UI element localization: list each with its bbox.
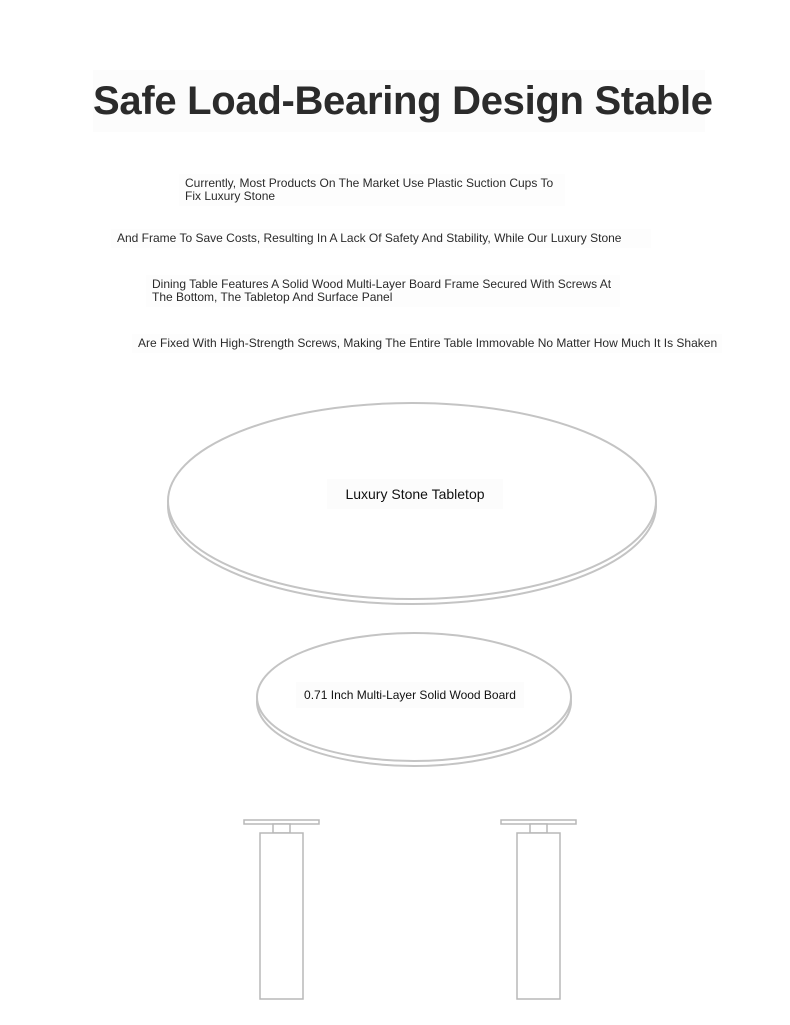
tabletop-label: Luxury Stone Tabletop: [327, 479, 503, 509]
description-paragraph-1: Currently, Most Products On The Market Use Plastic Suction Cups To Fix Luxury Stone: [179, 174, 565, 206]
table-leg-right: [501, 820, 576, 999]
page-title: Safe Load-Bearing Design Stable: [93, 70, 705, 132]
wood-board-label: 0.71 Inch Multi-Layer Solid Wood Board: [296, 682, 524, 708]
description-paragraph-4: Are Fixed With High-Strength Screws, Making The Entire Table Immovable No Matter How Much It Is Shaken: [132, 334, 722, 353]
description-paragraph-2: And Frame To Save Costs, Resulting In A Lack Of Safety And Stability, While Our Luxury Stone: [111, 229, 651, 248]
table-leg-left: [244, 820, 319, 999]
description-paragraph-3: Dining Table Features A Solid Wood Multi-Layer Board Frame Secured With Screws At The Bottom, The Tabletop And Surface Panel: [146, 275, 620, 307]
